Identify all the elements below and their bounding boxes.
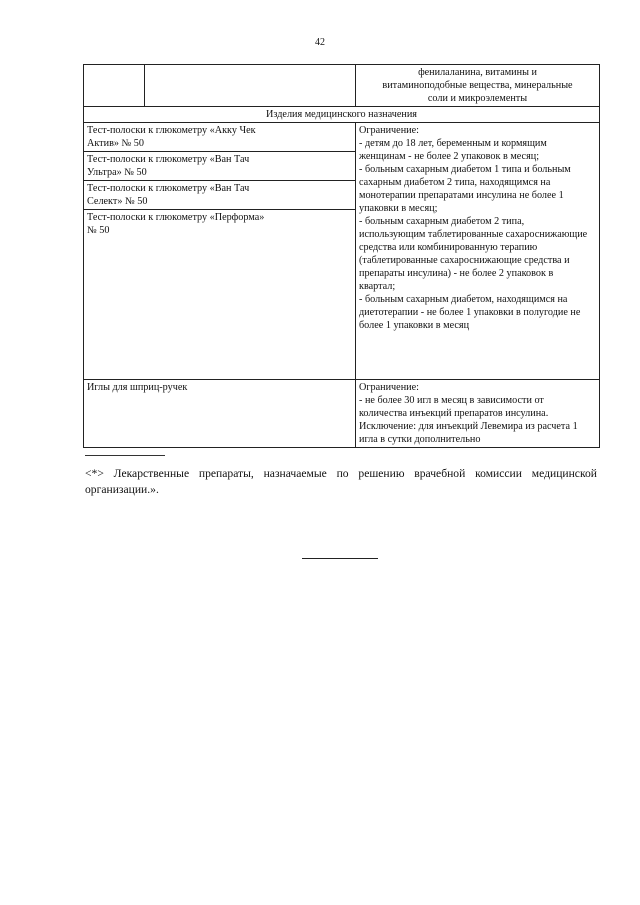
- text-line: диетотерапии - не более 1 упаковки в полугодие не: [359, 307, 581, 318]
- text-line: витаминоподобные вещества, минеральные: [382, 80, 573, 91]
- text-line: препараты инсулина) - не более 2 упаковок в: [359, 268, 554, 279]
- text-line: средства или комбинированную терапию: [359, 242, 538, 253]
- section-header: Изделия медицинского назначения: [84, 107, 600, 123]
- text-line: более 1 упаковки в месяц: [359, 320, 470, 331]
- text-line: (таблетированные сахароснижающие средства и: [359, 255, 570, 266]
- text-line: использующим таблетированные сахароснижающие: [359, 229, 588, 240]
- text-line: Исключение: для инъекций Левемира из расчета 1: [359, 421, 578, 432]
- text-line: Ограничение:: [359, 382, 419, 393]
- table-cell-empty-1: [84, 65, 145, 107]
- text-line: Тест-полоски к глюкометру «Ван Тач: [87, 183, 250, 194]
- products-restriction: [356, 123, 600, 380]
- text-line: Селект» № 50: [87, 196, 148, 207]
- medical-products-table: [83, 64, 600, 448]
- table-row-needles: [84, 380, 600, 448]
- page-number: 42: [315, 37, 325, 48]
- text-line: Ультра» № 50: [87, 167, 147, 178]
- text-line: количества инъекций препаратов инсулина.: [359, 408, 549, 419]
- text-line: квартал;: [359, 281, 396, 292]
- text-line: соли и микроэлементы: [427, 93, 528, 104]
- text-line: упаковки в месяц;: [359, 203, 438, 214]
- text-line: Тест-полоски к глюкометру «Перформа»: [87, 212, 265, 223]
- text-line: - больным сахарным диабетом, находящимся на: [359, 294, 568, 305]
- product-name: [84, 210, 356, 380]
- needles-restriction: [356, 380, 600, 448]
- text-line: сахарным диабетом 2 типа, находящимся на: [359, 177, 551, 188]
- table-row-product-1: [84, 123, 600, 152]
- product-name: [84, 181, 356, 210]
- text-line: Тест-полоски к глюкометру «Ван Тач: [87, 154, 250, 165]
- footnote-text: <*> Лекарственные препараты, назначаемые по решению врачебной комиссии медицинской организации.».: [85, 467, 597, 496]
- text-line: фенилаланина, витамины и: [418, 67, 537, 78]
- text-line: монотерапии препаратами инсулина не более 1: [359, 190, 564, 201]
- section-header-row: [84, 107, 600, 123]
- text-line: женщинам - не более 2 упаковок в месяц;: [359, 151, 540, 162]
- table-row-continued: [84, 65, 600, 107]
- text-line: - не более 30 игл в месяц в зависимости от: [359, 395, 544, 406]
- text-line: игла в сутки дополнительно: [359, 434, 481, 445]
- text-line: Актив» № 50: [87, 138, 144, 149]
- document-end-divider: [302, 558, 378, 559]
- product-name: Иглы для шприц-ручек: [84, 380, 356, 448]
- table-cell-continued-text: [356, 65, 600, 107]
- text-line: - больным сахарным диабетом 1 типа и больным: [359, 164, 571, 175]
- text-line: № 50: [87, 225, 110, 236]
- product-name: [84, 152, 356, 181]
- text-line: - больным сахарным диабетом 2 типа,: [359, 216, 525, 227]
- product-name: [84, 123, 356, 152]
- text-line: Тест-полоски к глюкометру «Акку Чек: [87, 125, 256, 136]
- text-line: - детям до 18 лет, беременным и кормящим: [359, 138, 547, 149]
- text-line: Ограничение:: [359, 125, 419, 136]
- footnote-divider: [85, 455, 165, 456]
- table-cell-empty-2: [145, 65, 356, 107]
